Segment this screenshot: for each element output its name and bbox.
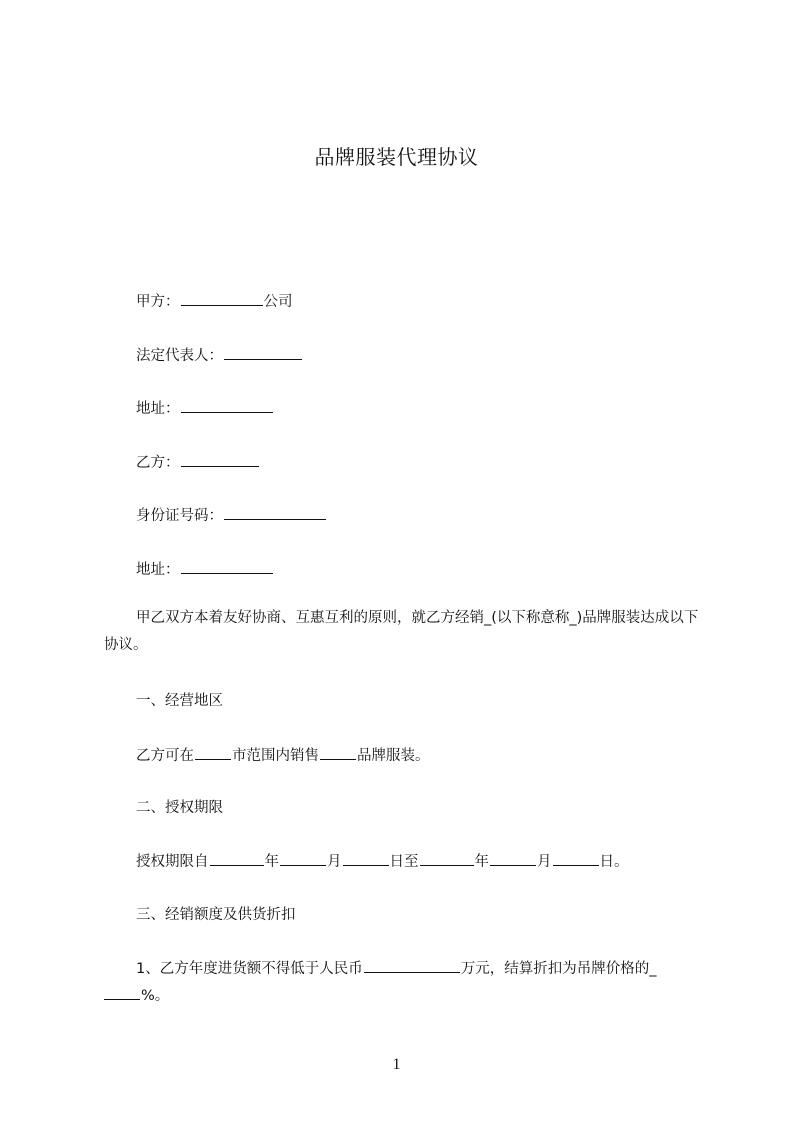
clause1-line1: [136, 958, 656, 979]
start-day-to: 日至: [389, 854, 419, 870]
legal-rep-label: 法定代表人：: [136, 348, 223, 364]
document-title: 品牌服装代理协议: [314, 145, 479, 169]
section1-text: [136, 745, 430, 766]
end-year-unit: 年: [474, 854, 489, 870]
section2-heading: 二、授权期限: [136, 800, 223, 816]
page-number: 1: [392, 1056, 401, 1073]
end-day-unit: 日。: [599, 854, 629, 870]
intro-paragraph: 甲乙双方本着友好协商、互惠互利的原则，就乙方经销_(以下称意称_)品牌服装达成以下协议。: [104, 610, 699, 653]
party-a-label: 甲方：: [136, 294, 180, 310]
section2-text: [136, 851, 629, 872]
id-number-label: 身份证号码：: [136, 508, 223, 524]
address-a-blank[interactable]: [181, 398, 273, 413]
party-b-label: 乙方：: [136, 455, 180, 471]
id-number-line: [136, 505, 327, 526]
section2-text-start: 授权期限自: [136, 854, 209, 870]
start-day-blank[interactable]: [343, 851, 389, 866]
end-year-blank[interactable]: [420, 851, 474, 866]
section1-text-part2: 市范围内销售: [232, 748, 319, 764]
section1-text-part3: 品牌服装。: [357, 748, 430, 764]
address-a-line: [136, 398, 274, 419]
start-year-blank[interactable]: [210, 851, 264, 866]
start-month-unit: 月: [327, 854, 342, 870]
address-b-label: 地址：: [136, 562, 180, 578]
party-a-suffix: 公司: [263, 294, 293, 310]
brand-blank[interactable]: [320, 745, 356, 760]
section1-heading: 一、经营地区: [136, 693, 223, 709]
party-a-blank[interactable]: [181, 291, 263, 306]
clause1-part3: %。: [141, 988, 170, 1004]
end-month-blank[interactable]: [490, 851, 536, 866]
section3-heading: 三、经销额度及供货折扣: [136, 907, 296, 923]
address-b-blank[interactable]: [181, 559, 273, 574]
party-b-blank[interactable]: [181, 452, 259, 467]
address-b-line: [136, 559, 274, 580]
start-year-unit: 年: [264, 854, 279, 870]
city-blank[interactable]: [195, 745, 231, 760]
party-b-line: [136, 452, 260, 473]
address-a-label: 地址：: [136, 401, 180, 417]
discount-blank[interactable]: [104, 985, 140, 1000]
clause1-part2: 万元，结算折扣为吊牌价格的_: [460, 961, 657, 977]
party-a-line: [136, 291, 293, 312]
clause1-line2: [104, 985, 169, 1006]
clause1-part1: 1、乙方年度进货额不得低于人民币: [136, 961, 363, 977]
end-day-blank[interactable]: [553, 851, 599, 866]
id-number-blank[interactable]: [224, 505, 326, 520]
amount-blank[interactable]: [364, 958, 460, 973]
legal-rep-blank[interactable]: [224, 345, 302, 360]
end-month-unit: 月: [537, 854, 552, 870]
start-month-blank[interactable]: [280, 851, 326, 866]
section1-text-part1: 乙方可在: [136, 748, 194, 764]
legal-rep-line: [136, 345, 303, 366]
